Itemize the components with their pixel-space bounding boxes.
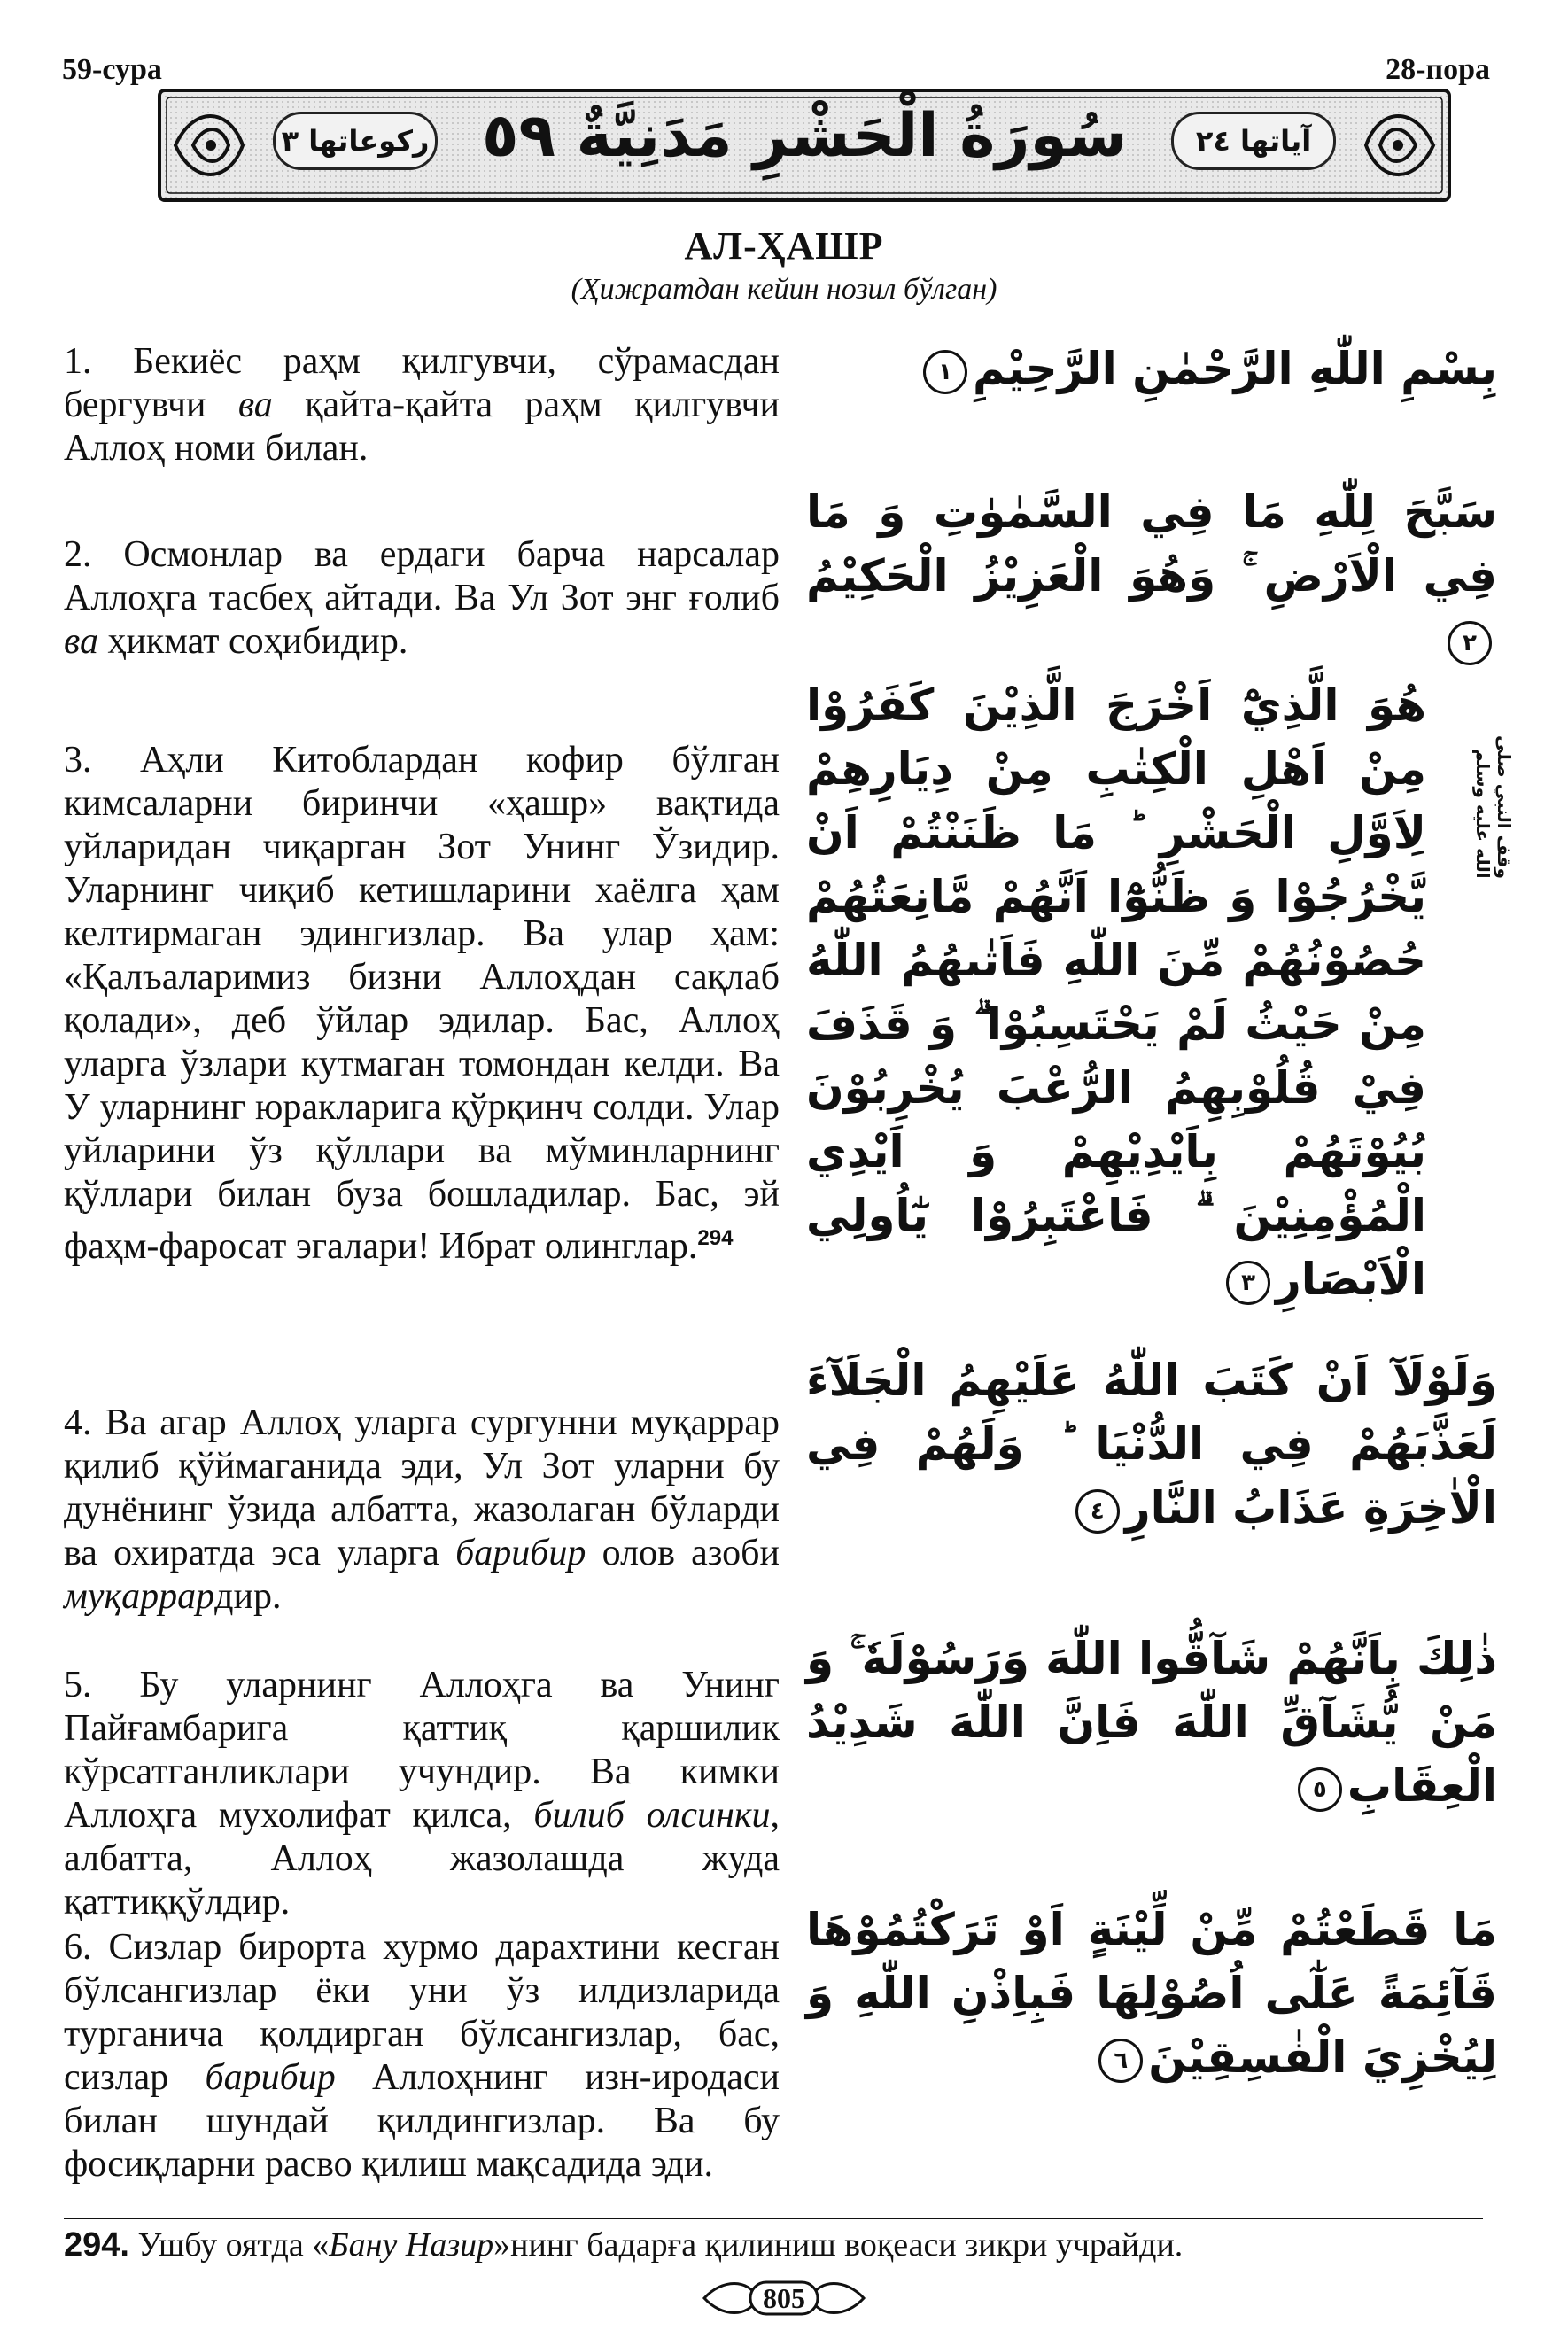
footnote-ref[interactable]: 294	[697, 1226, 734, 1250]
running-head-surah: 59-сура	[62, 53, 162, 86]
translation-column	[64, 340, 780, 2192]
verse-translation-3: 3. Аҳли Китоблардан кофир бўлган кимсаларни биринчи «ҳашр» вақтида уйларидан чиқарган Зот Унинг Ўзидир. Уларнинг чиқиб кетишларини хаёлга ҳам келтирмаган эдингизлар. Ва улар ҳам: «Қалъаларимиз бизни Аллоҳдан сақлаб қолади», деб ўйлар эдилар. Бас, Аллоҳ уларга ўзлари кутмаган томондан келди. Ва У уларнинг юракларига қўрқинч солди. Улар уйларини ўз қўллари ва мўминларнинг қўллари билан буза бошладилар. Бас, эй фаҳм-фаросат эгалари! Ибрат олинглар.$^{294}$	[64, 740, 780, 1267]
surah-subtitle: (Ҳижратдан кейин нозил бўлган)	[571, 273, 997, 306]
arabic-ayah-2: سَبَّحَ لِلّٰهِ مَا فِي السَّمٰوٰتِ وَ مَا فِي الْاَرْضِ ۚ وَهُوَ الْعَزِيْزُ الْحَكِيْمُ٢	[806, 480, 1497, 672]
margin-waqf-note: وقف النبي صلى الله عليه وسلم	[1472, 735, 1515, 879]
ayah-number-marker: ٢	[1448, 621, 1492, 665]
ruku-count-badge: رکوعاتها ٣	[273, 112, 438, 170]
verse-translation-2: 2. Осмонлар ва ердаги барча нарсалар Аллоҳга тасбеҳ айтади. Ва Ул Зот энг ғолиб ва ҳикмат соҳибидир.	[64, 534, 780, 662]
footnote: 294. Ушбу оятда «Бану Назир»нинг бадарға қилиниш воқеаси зикри учрайди.	[64, 2226, 1184, 2264]
footnote-divider	[64, 2218, 1483, 2219]
ayah-number-marker: ٥	[1298, 1767, 1342, 1812]
page-number-ornament	[695, 2275, 873, 2321]
footnote-number: 294.	[64, 2226, 129, 2264]
arabic-ayah-6: مَا قَطَعْتُمْ مِّنْ لِّيْنَةٍ اَوْ تَرَكْتُمُوْهَا قَآئِمَةً عَلٰٓى اُصُوْلِهَا فَبِاِذْنِ اللّٰهِ وَ لِيُخْزِيَ الْفٰسِقِيْنَ٦	[806, 1904, 1497, 2083]
surah-title: АЛ-ҲАШР	[684, 224, 884, 268]
ayat-count-badge: آیاتها ٢٤	[1171, 112, 1336, 170]
arabic-ayah-1: بِسْمِ اللّٰهِ الرَّحْمٰنِ الرَّحِيْمِ١	[806, 337, 1497, 400]
verse-translation-5: 5. Бу уларнинг Аллоҳга ва Унинг Пайғамбарига қаттиқ қаршилик кўрсатганликлари учундир. Ва кимки Аллоҳга мухолифат қилса, билиб олсинки, албатта, Аллоҳ жазолашда жуда қаттиққўлдир.	[64, 1665, 780, 1922]
surah-banner	[158, 89, 1451, 202]
banner-arabic-title: سُورَةُ الْحَشْرِ مَدَنِيَّةٌ ٥٩	[481, 101, 1128, 171]
page-number: 805	[763, 2282, 805, 2314]
ayah-number-marker: ٦	[1098, 2039, 1143, 2083]
ayah-number-marker: ٤	[1075, 1489, 1120, 1534]
ayah-number-marker: ١	[923, 350, 967, 394]
verse-translation-6: 6. Сизлар бирорта хурмо дарахтини кесган бўлсангизлар ёки уни ўз илдизларида турганича қолдирган бўлсангизлар, бас, сизлар барибир Аллоҳнинг изн-иродаси билан шундай қилдингизлар. Ва бу фосиқларни расво қилиш мақсадида эди.	[64, 1927, 780, 2185]
arabic-ayah-4: وَلَوْلَآ اَنْ كَتَبَ اللّٰهُ عَلَيْهِمُ الْجَلَآءَ لَعَذَّبَهُمْ فِي الدُّنْيَا ؕ وَلَهُمْ فِي الْاٰخِرَةِ عَذَابُ النَّارِ٤	[806, 1355, 1497, 1534]
verse-translation-4: 4. Ва агар Аллоҳ уларга сургунни муқаррар қилиб қўймаганида эди, Ул Зот уларни бу дунёнинг ўзида албатта, жазолаган бўларди ва охиратда эса уларга барибир олов азоби муқаррардир.	[64, 1402, 780, 1617]
verse-translation-1: 1. Бекиёс раҳм қилгувчи, сўрамасдан бергувчи ва қайта-қайта раҳм қилгувчи Аллоҳ номи билан.	[64, 341, 780, 469]
running-head-juz: 28-пора	[1386, 53, 1490, 86]
arabic-ayah-5: ذٰلِكَ بِاَنَّهُمْ شَآقُّوا اللّٰهَ وَرَسُوْلَهٗ ۚ وَ مَنْ يُّشَآقِّ اللّٰهَ فَاِنَّ اللّٰهَ شَدِيْدُ الْعِقَابِ٥	[806, 1633, 1497, 1812]
arabic-ayah-3: هُوَ الَّذِيْٓ اَخْرَجَ الَّذِيْنَ كَفَرُوْا مِنْ اَهْلِ الْكِتٰبِ مِنْ دِيَارِهِمْ لِاَوَّلِ الْحَشْرِ ؕ مَا ظَنَنْتُمْ اَنْ يَّخْرُجُوْا وَ ظَنُّوْٓا اَنَّهُمْ مَّانِعَتُهُمْ حُصُوْنُهُمْ مِّنَ اللّٰهِ فَاَتٰىهُمُ اللّٰهُ مِنْ حَيْثُ لَمْ يَحْتَسِبُوْا ۗ وَ قَذَفَ فِيْ قُلُوْبِهِمُ الرُّعْبَ يُخْرِبُوْنَ بُيُوْتَهُمْ بِاَيْدِيْهِمْ وَ اَيْدِي الْمُؤْمِنِيْنَ ۗ فَاعْتَبِرُوْا يٰٓاُولِي الْاَبْصَارِ٣	[806, 680, 1426, 1305]
ayah-number-marker: ٣	[1226, 1261, 1270, 1305]
